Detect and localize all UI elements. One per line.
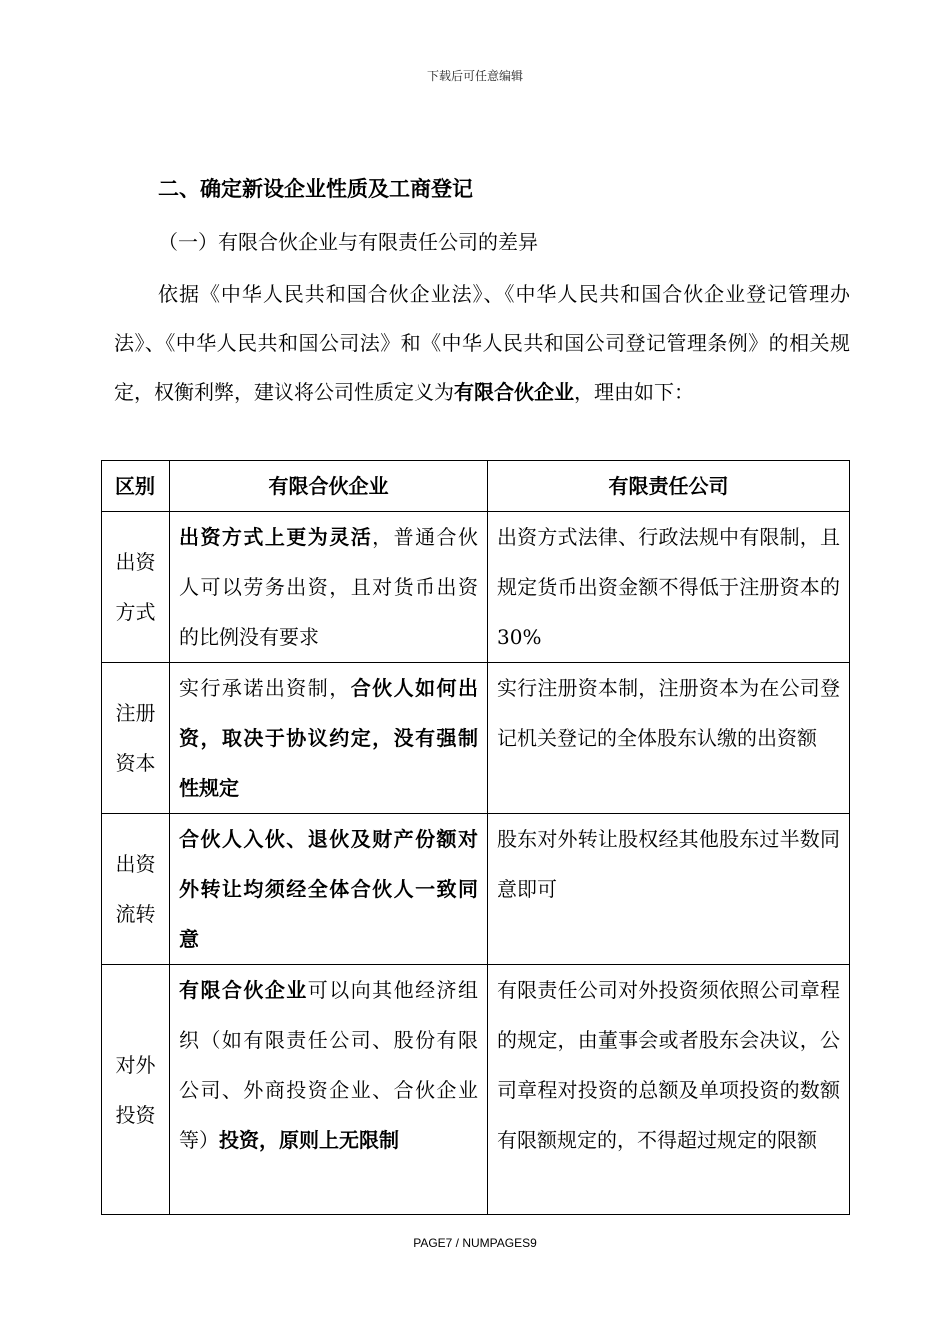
text-run: ，普通合伙人可以劳务出资，且对货币出资的比例没有要求 [179,525,479,649]
bold-run: 投资，原则上无限制 [219,1128,399,1152]
page-footer: PAGE7 / NUMPAGES9 [413,1236,537,1250]
llc-cell: 股东对外转让股权经其他股东过半数同意即可 [488,814,850,965]
header-cell-lp: 有限合伙企业 [170,461,488,512]
table-row [102,965,850,1215]
row-label: 出资方式 [102,512,170,663]
intro-paragraph [114,270,850,417]
table-row [102,814,850,965]
comparison-table [101,460,850,1215]
llc-cell: 实行注册资本制，注册资本为在公司登记机关登记的全体股东认缴的出资额 [488,663,850,814]
table-row [102,663,850,814]
table-body [102,512,850,1215]
bold-run: 合伙人如何出资，取决于协议约定，没有强制性规定 [179,676,479,800]
section-title: 二、确定新设企业性质及工商登记 [158,177,473,201]
header-cell-difference: 区别 [102,461,170,512]
llc-cell: 有限责任公司对外投资须依照公司章程的规定，由董事会或者股东会决议，公司章程对投资的总额及单项投资的数额有限额规定的，不得超过规定的限额 [488,965,850,1215]
llc-cell: 出资方式法律、行政法规中有限制，且规定货币出资金额不得低于注册资本的30% [488,512,850,663]
lp-cell [170,512,488,663]
lp-cell [170,663,488,814]
intro-text: 依据《中华人民共和国合伙企业法》、《中华人民共和国合伙企业登记管理办法》、《中华人民共和国公司法》和《中华人民共和国公司登记管理条例》的相关规定，权衡利弊，建议将公司性质定义为 [114,282,850,404]
lp-cell [170,965,488,1215]
bold-run: 有限合伙企业 [179,978,308,1002]
intro-text-after: ，理由如下： [574,380,694,404]
intro-bold: 有限合伙企业 [454,380,574,404]
text-run: 可以向其他经济组织（如有限责任公司、股份有限公司、外商投资企业、合伙企业等） [179,978,479,1152]
row-label: 出资流转 [102,814,170,965]
bold-run: 出资方式上更为灵活 [179,525,373,549]
page-header: 下载后可任意编辑 [426,69,523,83]
table-row [102,512,850,663]
subsection-title: （一）有限合伙企业与有限责任公司的差异 [158,230,538,254]
row-label: 对外投资 [102,965,170,1215]
bold-run: 合伙人入伙、退伙及财产份额对外转让均须经全体合伙人一致同意 [179,827,478,951]
header-cell-llc: 有限责任公司 [488,461,850,512]
lp-cell [170,814,488,965]
text-run: 实行承诺出资制， [179,676,351,700]
table-header-row [102,461,850,512]
row-label: 注册资本 [102,663,170,814]
